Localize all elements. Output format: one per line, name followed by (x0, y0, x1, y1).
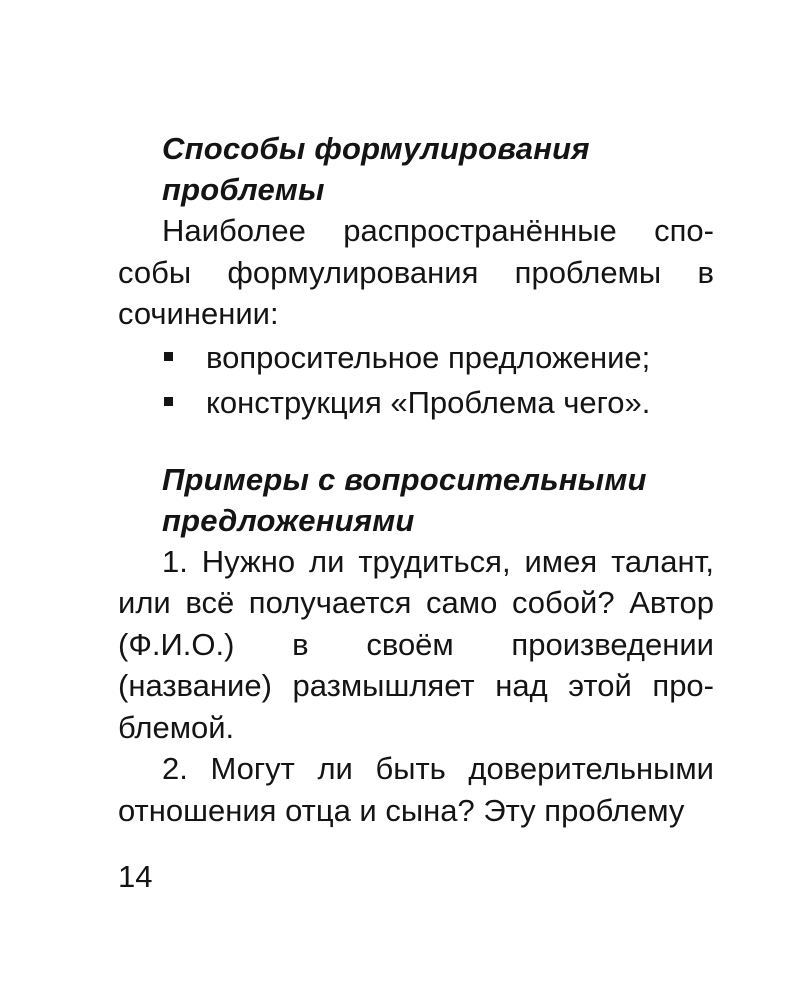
page-number: 14 (118, 859, 153, 894)
heading-line: Примеры с вопросительными (162, 461, 647, 497)
list-item-text: вопросительное предложение; (206, 339, 651, 375)
heading-line: Способы формулирования (162, 131, 590, 166)
page-content (118, 128, 714, 831)
example-paragraph-1: 1. Нужно ли трудиться, имея талант, или всё получается само собой? Автор (Ф.И.О.) в своём произведении (название) размышляет над этой проблемой. (118, 543, 714, 745)
section-heading-examples (162, 459, 714, 541)
section-heading-methods (162, 128, 714, 210)
example-paragraph-2: 2. Могут ли быть доверительными отношения отца и сына? Эту проблему (118, 751, 714, 828)
list-item (164, 380, 714, 425)
list-item (164, 335, 714, 380)
bullet-square-icon (164, 352, 173, 361)
intro-paragraph: Наиболее распространённые способы формулирования проблемы в сочинении: (118, 213, 714, 331)
heading-line: проблемы (162, 172, 325, 207)
methods-list (118, 335, 714, 425)
heading-line: предложениями (162, 502, 415, 538)
list-item-text: конструкция «Проблема чего». (206, 384, 651, 420)
bullet-square-icon (164, 397, 173, 406)
